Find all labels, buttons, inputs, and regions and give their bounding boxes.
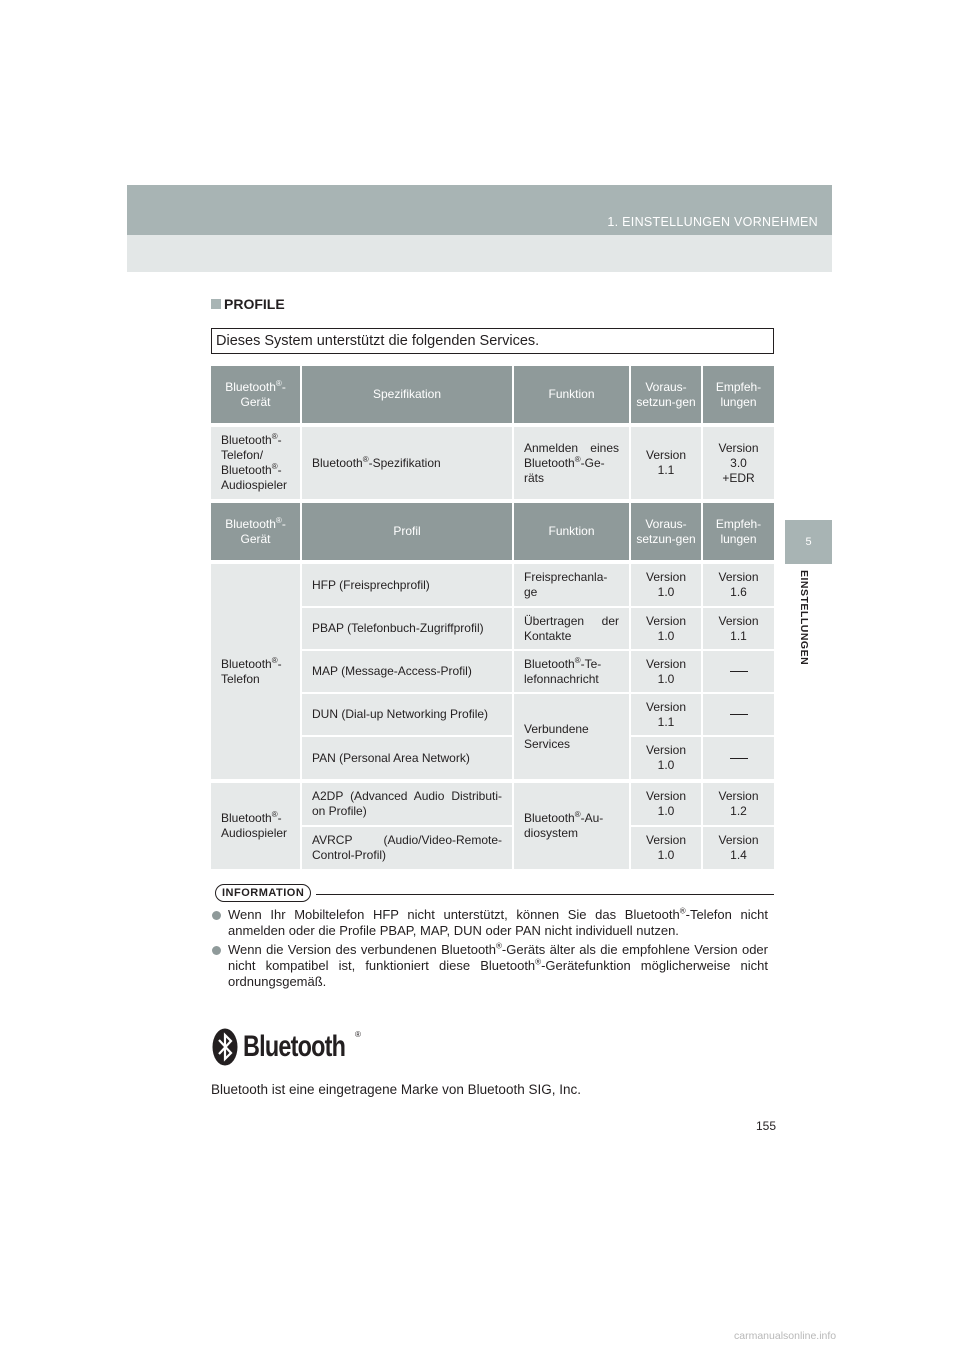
cell-profile: MAP (Message-Access-Profil)	[301, 650, 513, 693]
dash-mark	[730, 758, 748, 759]
cell-requirement: Version 1.0	[630, 736, 702, 779]
th-device: Bluetooth®-Gerät	[211, 503, 301, 560]
cell-profile: A2DP (Advanced Audio Distributi-on Profile)	[301, 783, 513, 826]
intro-box: Dieses System unterstützt die folgenden Services.	[211, 328, 774, 354]
cell-profile: HFP (Freisprechprofil)	[301, 564, 513, 607]
page-number: 155	[756, 1119, 777, 1133]
th-profile: Profil	[301, 503, 513, 560]
chapter-tab: 5	[785, 520, 832, 564]
cell-requirement: Version 1.1	[630, 427, 702, 499]
table-row	[211, 427, 774, 499]
th-requirements: Voraus-setzun-gen	[630, 366, 702, 423]
cell-recommendation	[702, 693, 774, 736]
th-function: Funktion	[513, 503, 630, 560]
section-title: PROFILE	[211, 296, 285, 312]
dash-mark	[730, 714, 748, 715]
table1-header-row	[211, 366, 774, 423]
cell-requirement: Version 1.0	[630, 607, 702, 650]
cell-function-audio: Bluetooth®-Au-diosystem	[513, 783, 630, 869]
dash-mark	[730, 671, 748, 672]
cell-requirement: Version 1.0	[630, 783, 702, 826]
info-item: Wenn die Version des verbundenen Bluetooth®-Geräts älter als die empfohlene Version oder nicht kompatibel ist, funktioniert diese Bluetooth®-Gerätefunktion möglicherweise nicht ordnungsgemäß.	[212, 942, 768, 990]
cell-function: Bluetooth®-Te-lefonnachricht	[513, 650, 630, 693]
bullet-icon	[212, 911, 221, 920]
cell-device-audio: Bluetooth®-Audiospieler	[211, 783, 301, 869]
chapter-title: 1. EINSTELLUNGEN VORNEHMEN	[607, 215, 818, 229]
square-bullet-icon	[211, 299, 221, 309]
bluetooth-icon	[212, 1028, 238, 1066]
watermark: carmanualsonline.info	[734, 1330, 837, 1342]
th-device: Bluetooth®-Gerät	[211, 366, 301, 423]
header-band	[127, 185, 832, 235]
cell-function: Freisprechanla-ge	[513, 564, 630, 607]
cell-recommendation: Version 1.6	[702, 564, 774, 607]
header-sub-band	[127, 235, 832, 272]
cell-spec: Bluetooth®-Spezifikation	[301, 427, 513, 499]
cell-profile: AVRCP (Audio/Video-Remote-Control-Profil)	[301, 826, 513, 869]
th-requirements: Voraus-setzun-gen	[630, 503, 702, 560]
cell-requirement: Version 1.1	[630, 693, 702, 736]
cell-recommendation: Version 1.4	[702, 826, 774, 869]
bluetooth-wordmark: Bluetooth	[243, 1030, 346, 1063]
cell-requirement: Version 1.0	[630, 564, 702, 607]
bluetooth-logo	[212, 1028, 374, 1066]
info-item: Wenn Ihr Mobiltelefon HFP nicht unterstützt, können Sie das Bluetooth®-Telefon nicht anmelden oder die Profile PBAP, MAP, DUN oder PAN nicht individuell nutzen.	[212, 907, 768, 939]
cell-recommendation: Version 3.0 +EDR	[702, 427, 774, 499]
cell-recommendation	[702, 736, 774, 779]
cell-function: Anmelden eines Bluetooth®-Ge-räts	[513, 427, 630, 499]
cell-function-connected: Verbundene Services	[513, 693, 630, 779]
cell-profile: PAN (Personal Area Network)	[301, 736, 513, 779]
cell-device-phone: Bluetooth®-Telefon	[211, 564, 301, 779]
information-rule	[316, 894, 774, 895]
cell-device: Bluetooth®-Telefon/ Bluetooth®-Audiospieler	[211, 427, 301, 499]
cell-requirement: Version 1.0	[630, 826, 702, 869]
th-spec: Spezifikation	[301, 366, 513, 423]
table-row	[211, 783, 774, 826]
cell-recommendation: Version 1.1	[702, 607, 774, 650]
th-function: Funktion	[513, 366, 630, 423]
table2-header-row	[211, 503, 774, 560]
table-row	[211, 564, 774, 607]
cell-profile: PBAP (Telefonbuch-Zugriffprofil)	[301, 607, 513, 650]
cell-recommendation	[702, 650, 774, 693]
th-recommendations: Empfeh-lungen	[702, 366, 774, 423]
th-recommendations: Empfeh-lungen	[702, 503, 774, 560]
cell-profile: DUN (Dial-up Networking Profile)	[301, 693, 513, 736]
cell-recommendation: Version 1.2	[702, 783, 774, 826]
cell-function: Übertragen der Kontakte	[513, 607, 630, 650]
information-badge: INFORMATION	[215, 884, 311, 902]
trademark-note: Bluetooth ist eine eingetragene Marke von Bluetooth SIG, Inc.	[211, 1082, 581, 1097]
bullet-icon	[212, 946, 221, 955]
profile-table	[211, 366, 774, 869]
chapter-side-label: EINSTELLUNGEN	[798, 570, 810, 666]
registered-mark: ®	[355, 1030, 361, 1039]
cell-requirement: Version 1.0	[630, 650, 702, 693]
